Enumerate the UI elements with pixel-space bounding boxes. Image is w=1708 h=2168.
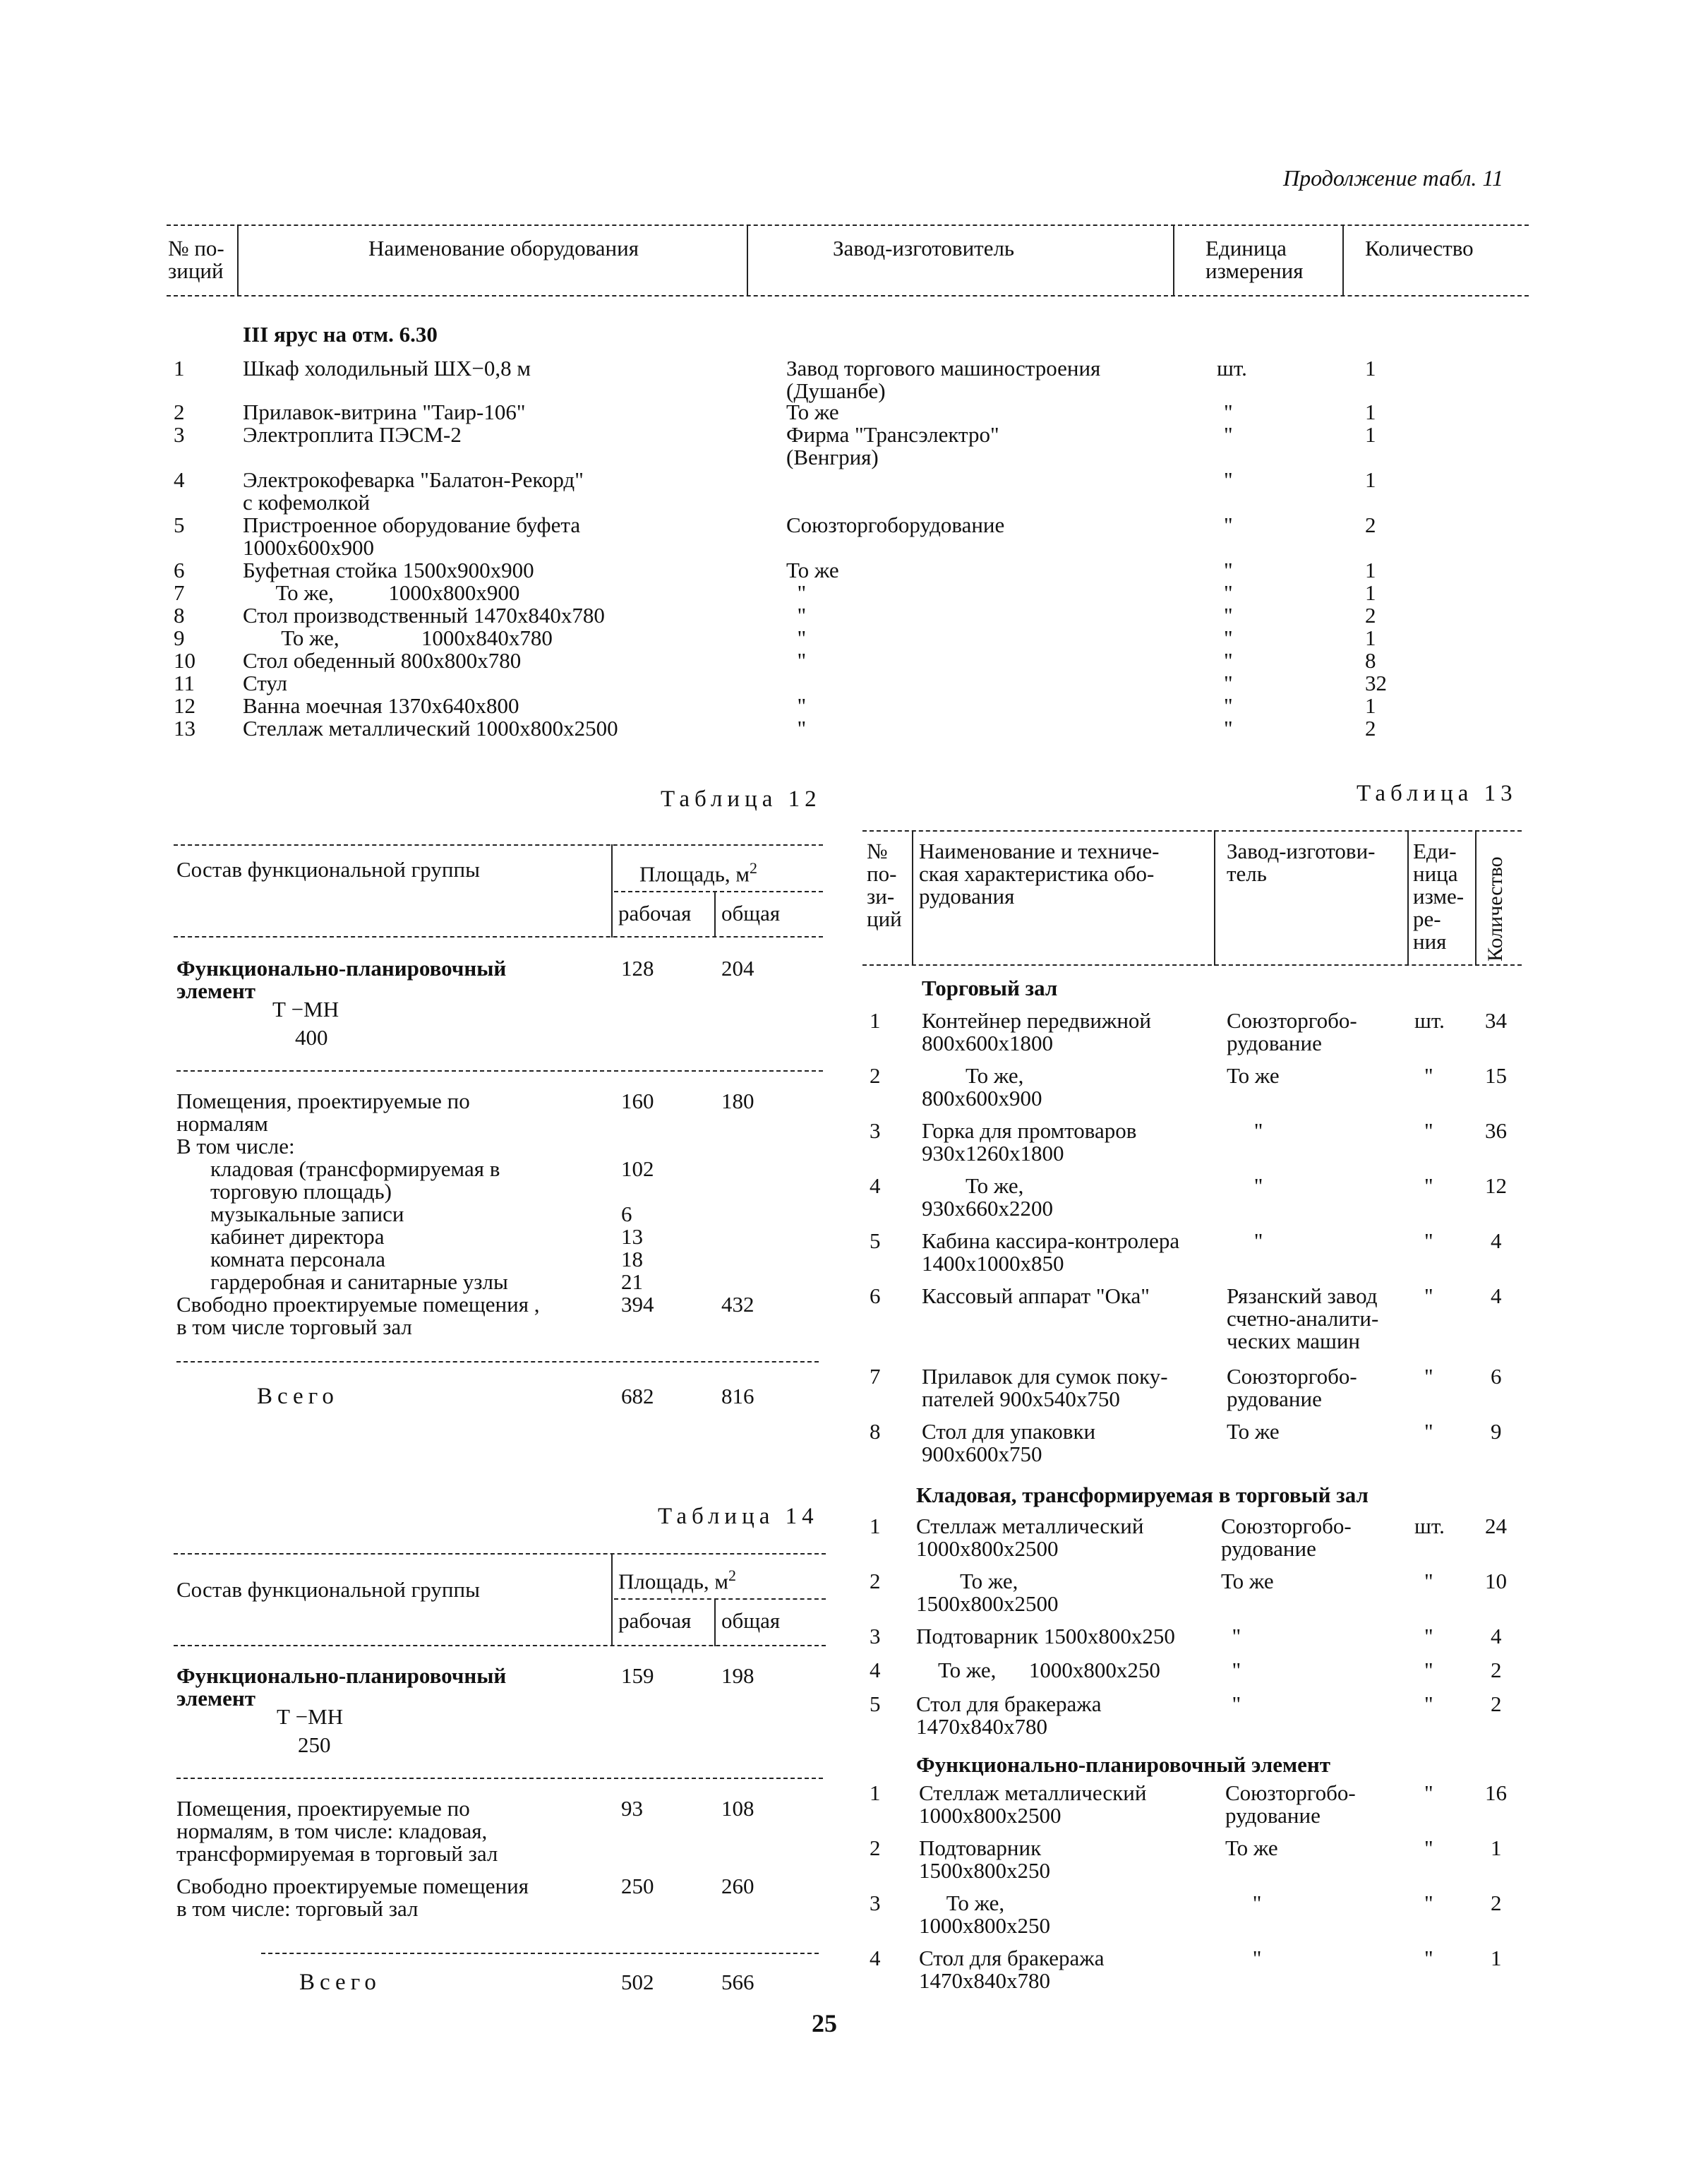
row-manufacturer: " — [1225, 1891, 1262, 1915]
total-total: 566 — [721, 1970, 754, 1994]
row-quantity: 2 — [1365, 603, 1376, 628]
header-unit: Еди- ница изме- ре- ния — [1413, 839, 1465, 954]
row-manufacturer: " — [786, 648, 807, 673]
element-fraction-top: Т −МН — [277, 1704, 344, 1729]
row-equipment-name: Горка для промтоваров 930x1260x1800 — [922, 1118, 1137, 1166]
row-quantity: 1 — [1365, 625, 1376, 650]
row-quantity: 1 — [1365, 693, 1376, 718]
row-equipment-name: Контейнер передвижной 800x600x1800 — [922, 1008, 1152, 1055]
header-working: рабочая — [618, 1608, 692, 1633]
row-quantity: 1 — [1365, 467, 1376, 492]
element-working: 159 — [621, 1663, 654, 1688]
row-equipment-name: То же, 1000x800x250 — [916, 1658, 1160, 1682]
header-area — [639, 857, 757, 885]
row-equipment-name: Стол для упаковки 900x600x750 — [922, 1419, 1096, 1466]
row-position: 1 — [174, 356, 185, 381]
element-total: 204 — [721, 956, 754, 981]
row-equipment-name: Подтоварник 1500x800x250 — [916, 1624, 1175, 1648]
norm-total: 180 — [721, 1089, 754, 1113]
row-quantity: 9 — [1491, 1419, 1502, 1444]
table-rule — [167, 295, 1529, 297]
header-area — [618, 1564, 736, 1593]
table-rule — [174, 1645, 826, 1646]
row-unit: " — [1224, 558, 1233, 582]
row-equipment-name: Пристроенное оборудование буфета 1000x600x900 — [243, 513, 581, 560]
total-label: Всего — [299, 1970, 381, 1995]
table-rule — [176, 1778, 823, 1779]
row-unit: " — [1424, 1364, 1433, 1389]
table-rule — [176, 1361, 819, 1363]
row-unit: " — [1224, 693, 1233, 718]
row-quantity: 1 — [1491, 1946, 1502, 1970]
row-manufacturer: То же — [1221, 1569, 1274, 1593]
row-equipment-name: Прилавок-витрина "Таир-106" — [243, 400, 526, 424]
row-equipment-name: Буфетная стойка 1500x900x900 — [243, 558, 534, 582]
free-label: Свободно проектируемые помещения , в том числе торговый зал — [176, 1292, 540, 1339]
row-manufacturer: " — [1221, 1691, 1241, 1716]
row-equipment-name: Кабина кассира-контролера 1400x1000x850 — [922, 1228, 1180, 1276]
sub-item-name: комната персонала — [210, 1247, 385, 1271]
row-manufacturer: Фирма "Трансэлектро" (Венгрия) — [786, 422, 999, 469]
row-unit: " — [1424, 1173, 1433, 1198]
table-rule — [614, 1598, 826, 1600]
row-equipment-name: Стеллаж металлический 1000x800x2500 — [919, 1780, 1147, 1828]
column-divider — [1342, 224, 1344, 297]
row-position: 2 — [870, 1835, 881, 1860]
page-number: 25 — [812, 2009, 837, 2037]
row-manufacturer: Завод торгового машиностроения (Душанбе) — [786, 356, 1101, 403]
total-label: Всего — [257, 1384, 339, 1409]
row-equipment-name: Электроплита ПЭСМ-2 — [243, 422, 462, 447]
header-manufacturer: Завод-изготовитель — [833, 236, 1015, 260]
sub-item-name: музыкальные записи — [210, 1202, 404, 1226]
column-divider — [714, 891, 716, 938]
table-caption: Таблица 12 — [661, 786, 822, 812]
norm-label: Помещения, проектируемые по нормалям, в том числе: кладовая, трансформируемая в торговый зал — [176, 1796, 498, 1866]
element-fraction-bottom: 400 — [295, 1025, 328, 1050]
header-area-label: Площадь, м — [618, 1569, 729, 1594]
row-equipment-name: То же, 800x600x900 — [922, 1063, 1042, 1110]
table-caption: Таблица 13 — [1357, 781, 1517, 806]
row-position: 8 — [174, 603, 185, 628]
header-equipment-name: Наименование и техниче- ская характеристика обо- рудования — [919, 839, 1160, 909]
table-rule — [174, 1553, 826, 1555]
column-divider — [1475, 830, 1477, 966]
row-position: 1 — [870, 1514, 881, 1538]
row-unit: " — [1224, 400, 1233, 424]
row-unit: " — [1224, 625, 1233, 650]
row-position: 7 — [870, 1364, 881, 1389]
row-position: 3 — [870, 1624, 881, 1648]
table-rule — [176, 1070, 823, 1072]
row-position: 10 — [174, 648, 196, 673]
row-manufacturer: Союзторгобо- рудование — [1227, 1364, 1357, 1411]
row-position: 1 — [870, 1780, 881, 1805]
row-manufacturer: То же — [786, 400, 839, 424]
row-manufacturer: " — [786, 716, 807, 741]
row-position: 6 — [174, 558, 185, 582]
row-quantity: 1 — [1365, 356, 1376, 381]
sub-item-value: 6 — [621, 1202, 632, 1226]
row-position: 1 — [870, 1008, 881, 1033]
row-position: 3 — [174, 422, 185, 447]
free-working: 250 — [621, 1874, 654, 1898]
row-unit: " — [1224, 467, 1233, 492]
sub-item-name: кладовая (трансформируемая в торговую площадь) — [210, 1156, 500, 1204]
row-quantity: 2 — [1365, 716, 1376, 741]
row-equipment-name: То же, 1500x800x2500 — [916, 1569, 1059, 1616]
row-position: 3 — [870, 1118, 881, 1143]
table-rule — [614, 891, 823, 892]
section-title: Кладовая, трансформируемая в торговый зал — [916, 1483, 1369, 1507]
row-manufacturer: Союзторгобо- рудование — [1225, 1780, 1356, 1828]
row-manufacturer: " — [1227, 1118, 1263, 1143]
sub-item-value: 102 — [621, 1156, 654, 1181]
row-manufacturer: " — [1227, 1228, 1263, 1253]
row-unit: " — [1424, 1283, 1433, 1308]
row-quantity: 4 — [1491, 1624, 1502, 1648]
row-quantity: 1 — [1365, 422, 1376, 447]
column-divider — [237, 224, 239, 297]
row-unit: " — [1424, 1891, 1433, 1915]
row-position: 4 — [174, 467, 185, 492]
header-position: № по- зи- ций — [867, 839, 902, 931]
column-divider — [611, 1553, 613, 1646]
row-unit: " — [1224, 603, 1233, 628]
table-rule — [261, 1953, 819, 1954]
free-total: 260 — [721, 1874, 754, 1898]
row-position: 2 — [870, 1063, 881, 1088]
row-manufacturer: " — [786, 603, 807, 628]
section-title: Торговый зал — [922, 976, 1058, 1000]
row-manufacturer: " — [1225, 1946, 1262, 1970]
row-manufacturer: То же — [1225, 1835, 1278, 1860]
element-fraction-bottom: 250 — [298, 1732, 331, 1757]
row-manufacturer: " — [786, 580, 807, 605]
row-unit: " — [1424, 1780, 1433, 1805]
row-unit: " — [1424, 1624, 1433, 1648]
row-position: 7 — [174, 580, 185, 605]
row-quantity: 1 — [1491, 1835, 1502, 1860]
row-position: 8 — [870, 1419, 881, 1444]
row-equipment-name: Стол для бракеража 1470x840x780 — [916, 1691, 1102, 1739]
row-position: 4 — [870, 1658, 881, 1682]
table-rule — [167, 224, 1529, 226]
column-divider — [714, 1598, 716, 1646]
norm-working: 93 — [621, 1796, 643, 1821]
free-label: Свободно проектируемые помещения в том числе: торговый зал — [176, 1874, 529, 1921]
row-quantity: 34 — [1485, 1008, 1507, 1033]
sub-item-value: 21 — [621, 1269, 643, 1294]
row-unit: " — [1424, 1118, 1433, 1143]
element-total: 198 — [721, 1663, 754, 1688]
row-unit: " — [1424, 1946, 1433, 1970]
row-quantity: 1 — [1365, 400, 1376, 424]
row-equipment-name: Ванна моечная 1370x640x800 — [243, 693, 519, 718]
element-working: 128 — [621, 956, 654, 981]
header-group: Состав функциональной группы — [176, 1577, 480, 1602]
row-equipment-name: Стол производственный 1470x840x780 — [243, 603, 605, 628]
row-position: 4 — [870, 1173, 881, 1198]
row-quantity: 16 — [1485, 1780, 1507, 1805]
continuation-caption: Продолжение табл. 11 — [1283, 165, 1504, 191]
header-equipment-name: Наименование оборудования — [368, 236, 639, 260]
norm-total: 108 — [721, 1796, 754, 1821]
free-working: 394 — [621, 1292, 654, 1317]
row-quantity: 15 — [1485, 1063, 1507, 1088]
row-equipment-name: Кассовый аппарат "Ока" — [922, 1283, 1150, 1308]
column-divider — [912, 830, 913, 966]
row-unit: " — [1424, 1658, 1433, 1682]
row-manufacturer: Союзторгоборудование — [786, 513, 1005, 537]
row-quantity: 1 — [1365, 558, 1376, 582]
header-working: рабочая — [618, 901, 692, 926]
row-quantity: 2 — [1491, 1891, 1502, 1915]
sub-item-value: 13 — [621, 1224, 643, 1249]
row-quantity: 2 — [1365, 513, 1376, 537]
norm-working: 160 — [621, 1089, 654, 1113]
row-unit: " — [1224, 648, 1233, 673]
total-working: 502 — [621, 1970, 654, 1994]
header-unit: Единица измерения — [1205, 236, 1304, 283]
row-position: 5 — [870, 1228, 881, 1253]
row-unit: " — [1424, 1063, 1433, 1088]
row-unit: " — [1424, 1419, 1433, 1444]
table-rule — [862, 830, 1522, 832]
table-rule — [174, 936, 823, 938]
row-position: 9 — [174, 625, 185, 650]
row-manufacturer: Союзторгобо- рудование — [1227, 1008, 1357, 1055]
row-manufacturer: Рязанский завод счетно-аналити- ческих машин — [1227, 1283, 1379, 1353]
row-quantity: 24 — [1485, 1514, 1507, 1538]
row-unit: " — [1224, 580, 1233, 605]
row-equipment-name: Стеллаж металлический 1000x800x2500 — [916, 1514, 1144, 1561]
row-equipment-name: То же, 1000x840x780 — [243, 625, 553, 650]
header-area-label: Площадь, м — [639, 861, 750, 887]
row-quantity: 10 — [1485, 1569, 1507, 1593]
row-equipment-name: Стол обеденный 800x800x780 — [243, 648, 522, 673]
row-unit: " — [1424, 1569, 1433, 1593]
row-position: 3 — [870, 1891, 881, 1915]
row-unit: " — [1224, 422, 1233, 447]
row-quantity: 4 — [1491, 1283, 1502, 1308]
row-position: 12 — [174, 693, 196, 718]
row-unit: шт. — [1217, 356, 1247, 381]
row-position: 13 — [174, 716, 196, 741]
header-manufacturer: Завод-изготови- тель — [1227, 839, 1376, 886]
row-manufacturer: " — [1221, 1624, 1241, 1648]
row-position: 5 — [870, 1691, 881, 1716]
row-position: 2 — [174, 400, 185, 424]
table-caption: Таблица 14 — [658, 1504, 819, 1529]
row-quantity: 32 — [1365, 671, 1387, 695]
area-superscript: 2 — [750, 859, 758, 877]
row-equipment-name: То же, 1000x800x250 — [919, 1891, 1050, 1938]
row-position: 6 — [870, 1283, 881, 1308]
column-divider — [1214, 830, 1215, 966]
sub-item-name: кабинет директора — [210, 1224, 385, 1249]
row-equipment-name: Шкаф холодильный ШХ−0,8 м — [243, 356, 531, 381]
row-unit: шт. — [1414, 1514, 1445, 1538]
header-quantity: Количество — [1365, 236, 1474, 260]
norm-label: Помещения, проектируемые по нормалям В том числе: — [176, 1089, 470, 1158]
row-unit: " — [1224, 513, 1233, 537]
section-title: Функционально-планировочный элемент — [916, 1752, 1330, 1777]
row-unit: шт. — [1414, 1008, 1445, 1033]
row-manufacturer: То же — [1227, 1419, 1280, 1444]
row-manufacturer: То же — [1227, 1063, 1280, 1088]
row-manufacturer: То же — [786, 558, 839, 582]
column-divider — [747, 224, 748, 297]
sub-item-name: гардеробная и санитарные узлы — [210, 1269, 508, 1294]
row-equipment-name: Стул — [243, 671, 288, 695]
row-position: 5 — [174, 513, 185, 537]
row-equipment-name: То же, 930x660x2200 — [922, 1173, 1053, 1221]
element-label: Функционально-планировочный элемент — [176, 1663, 507, 1711]
element-label: Функционально-планировочный элемент — [176, 956, 507, 1003]
row-manufacturer: " — [786, 625, 807, 650]
row-quantity: 6 — [1491, 1364, 1502, 1389]
column-divider — [1407, 830, 1409, 966]
row-quantity: 2 — [1491, 1691, 1502, 1716]
row-unit: " — [1424, 1835, 1433, 1860]
row-unit: " — [1224, 671, 1233, 695]
area-superscript: 2 — [728, 1567, 737, 1584]
row-unit: " — [1424, 1228, 1433, 1253]
row-position: 11 — [174, 671, 195, 695]
element-fraction-top: Т −МН — [272, 997, 339, 1022]
row-quantity: 1 — [1365, 580, 1376, 605]
sub-item-value: 18 — [621, 1247, 643, 1271]
table-rule — [862, 964, 1522, 966]
row-unit: " — [1424, 1691, 1433, 1716]
row-position: 2 — [870, 1569, 881, 1593]
row-equipment-name: Стеллаж металлический 1000x800x2500 — [243, 716, 618, 741]
row-manufacturer: " — [786, 693, 807, 718]
row-quantity: 12 — [1485, 1173, 1507, 1198]
row-unit: " — [1224, 716, 1233, 741]
header-quantity: Количество — [1484, 856, 1507, 962]
row-manufacturer: Союзторгобо- рудование — [1221, 1514, 1352, 1561]
column-divider — [611, 844, 613, 938]
row-quantity: 8 — [1365, 648, 1376, 673]
total-total: 816 — [721, 1384, 754, 1408]
row-quantity: 36 — [1485, 1118, 1507, 1143]
header-group: Состав функциональной группы — [176, 857, 480, 882]
row-equipment-name: То же, 1000x800x900 — [243, 580, 520, 605]
row-manufacturer: " — [1221, 1658, 1241, 1682]
row-position: 4 — [870, 1946, 881, 1970]
row-equipment-name: Стол для бракеража 1470x840x780 — [919, 1946, 1105, 1993]
header-total: общая — [721, 1608, 781, 1633]
table-rule — [174, 844, 823, 846]
row-equipment-name: Электрокофеварка "Балатон-Рекорд" с кофемолкой — [243, 467, 584, 515]
header-total: общая — [721, 901, 781, 926]
total-working: 682 — [621, 1384, 654, 1408]
section-title: III ярус на отм. 6.30 — [243, 322, 438, 347]
row-quantity: 4 — [1491, 1228, 1502, 1253]
column-divider — [1173, 224, 1174, 297]
free-total: 432 — [721, 1292, 754, 1317]
row-equipment-name: Прилавок для сумок поку- пателей 900x540x750 — [922, 1364, 1168, 1411]
header-position: № по- зиций — [168, 236, 224, 283]
row-quantity: 2 — [1491, 1658, 1502, 1682]
row-manufacturer: " — [1227, 1173, 1263, 1198]
row-equipment-name: Подтоварник 1500x800x250 — [919, 1835, 1050, 1883]
